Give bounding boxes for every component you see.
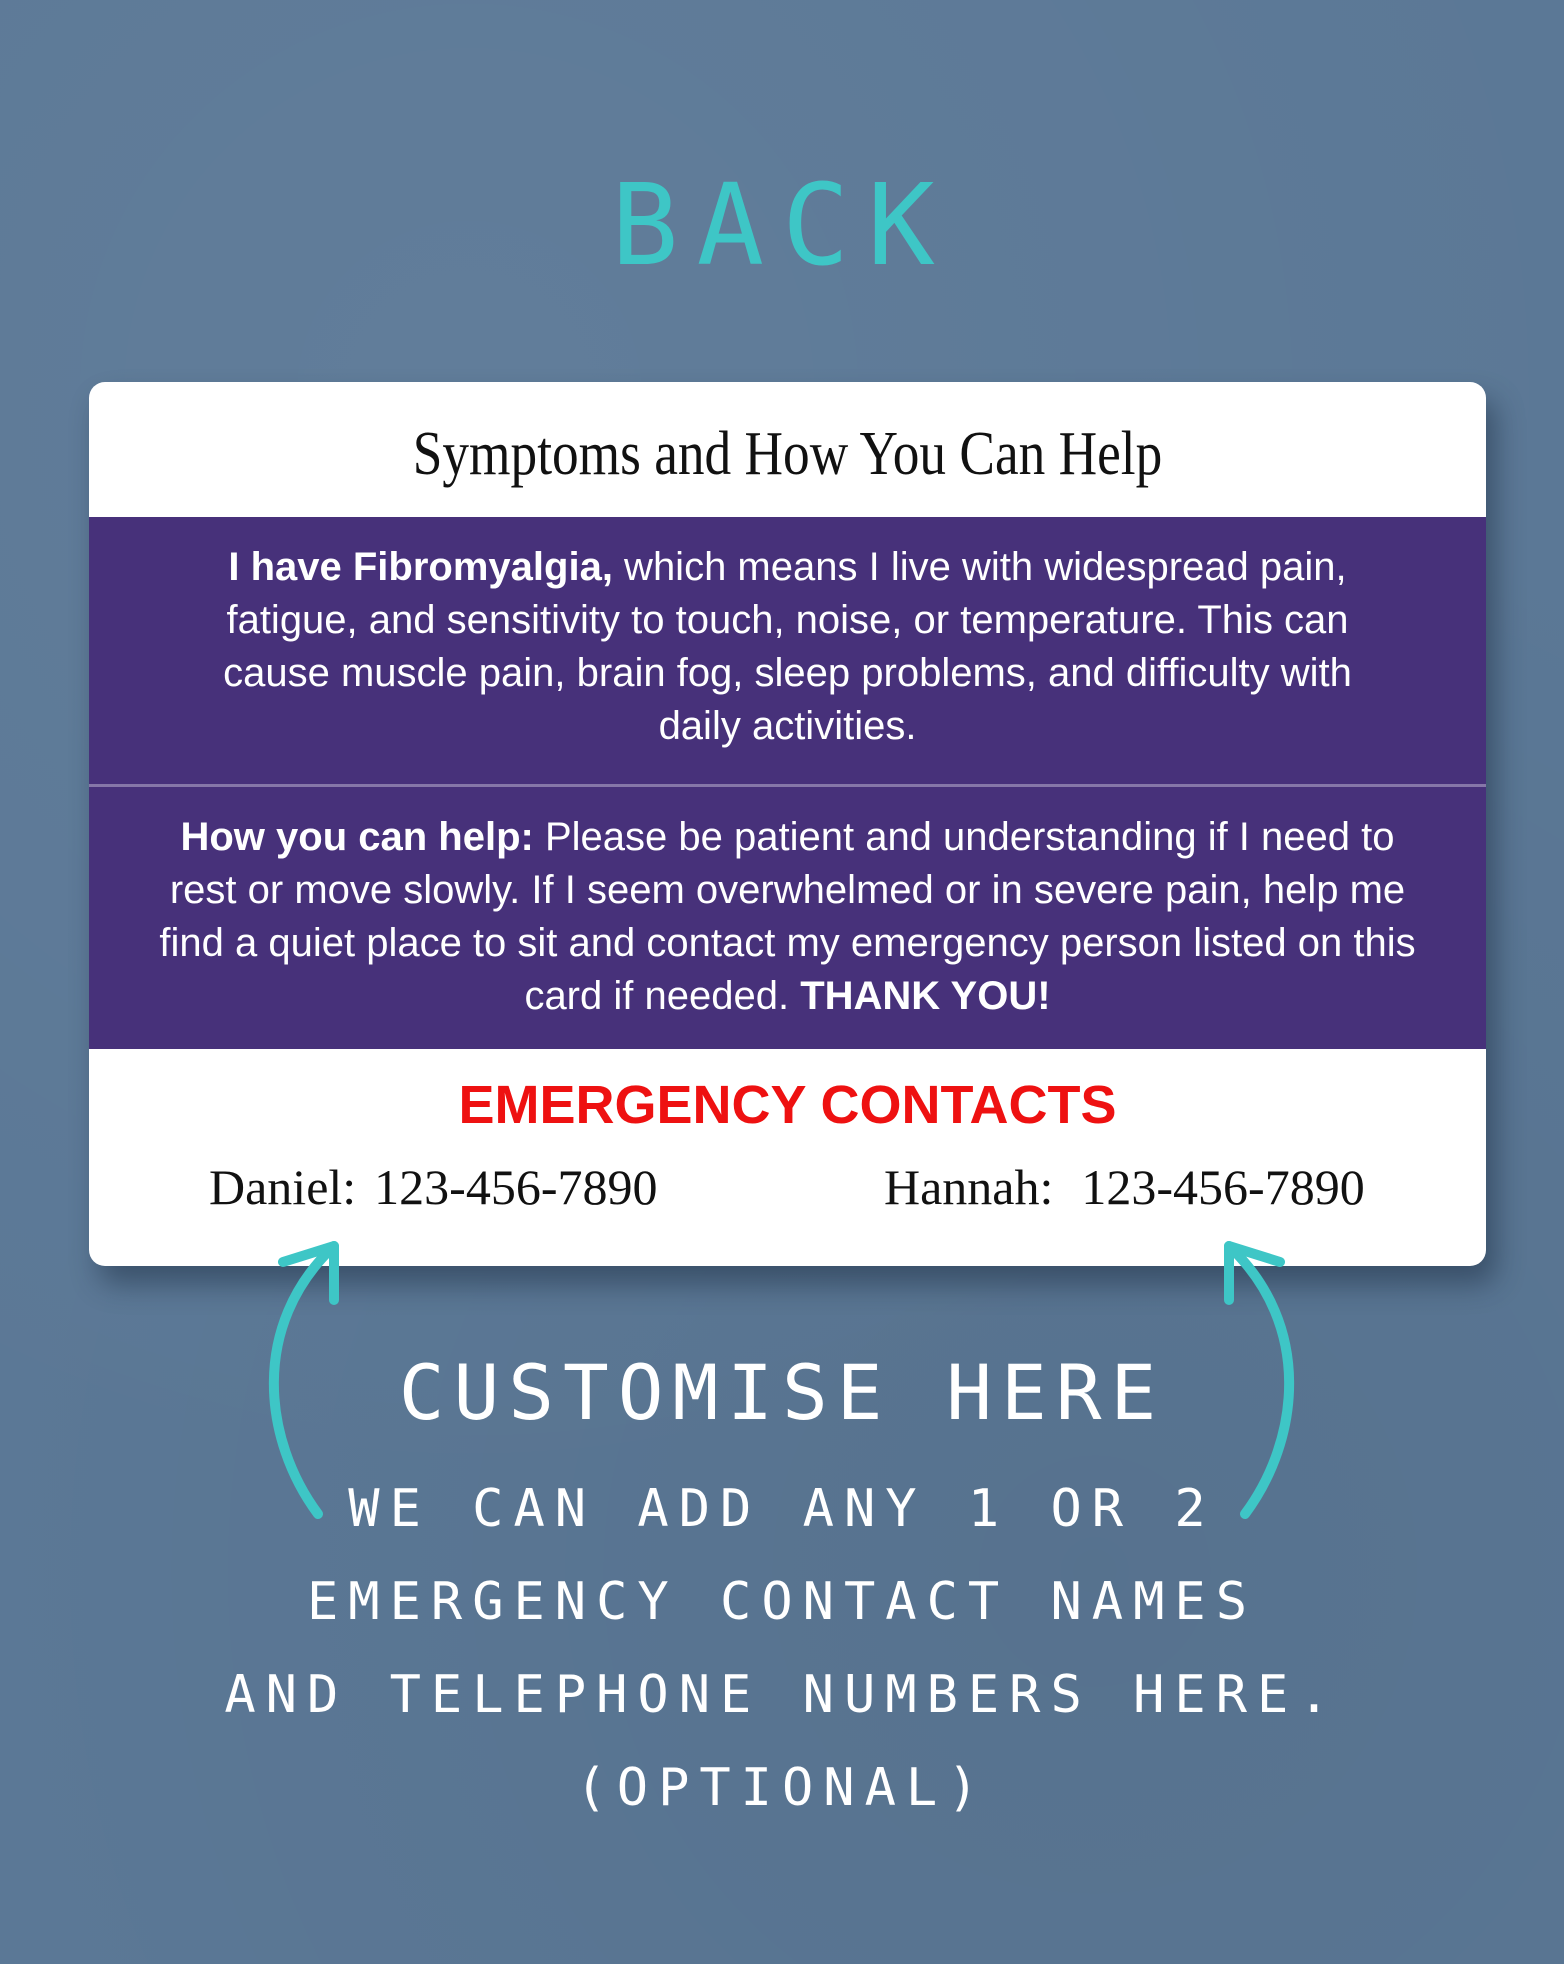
card-title: Symptoms and How You Can Help	[412, 420, 1163, 488]
back-heading: BACK	[611, 161, 953, 291]
contact-2	[884, 1159, 1365, 1215]
contact-name: Hannah:	[884, 1159, 1054, 1215]
condition-text: which means I live with widespread pain, fatigue, and sensitivity to touch, noise, or temperature. This can cause muscle pain, brain fog, sleep problems, and difficulty with daily activities.	[223, 545, 1352, 748]
emergency-contacts-title: EMERGENCY CONTACTS	[458, 1075, 1117, 1135]
condition-lead: I have Fibromyalgia,	[228, 545, 613, 589]
contact-phone: 123-456-7890	[1081, 1159, 1365, 1215]
customise-line: EMERGENCY CONTACT NAMES	[306, 1572, 1258, 1632]
customise-line: WE CAN ADD ANY 1 OR 2	[348, 1479, 1216, 1539]
customise-title: CUSTOMISE HERE	[398, 1348, 1166, 1437]
help-text: Please be patient and understanding if I need to rest or move slowly. If I seem overwhelmed or in severe pain, help me find a quiet place to sit and contact my emergency person listed on this card if needed.	[159, 815, 1416, 1018]
contact-1	[209, 1159, 658, 1215]
help-closing: THANK YOU!	[800, 974, 1051, 1018]
condition-panel	[89, 517, 1486, 784]
emergency-card	[89, 382, 1486, 1266]
contact-phone: 123-456-7890	[374, 1159, 658, 1215]
customise-line: AND TELEPHONE NUMBERS HERE.	[224, 1665, 1340, 1725]
contact-name: Daniel:	[209, 1159, 357, 1215]
customise-line: (OPTIONAL)	[575, 1758, 989, 1818]
help-panel	[89, 787, 1486, 1049]
help-lead: How you can help:	[180, 815, 534, 859]
